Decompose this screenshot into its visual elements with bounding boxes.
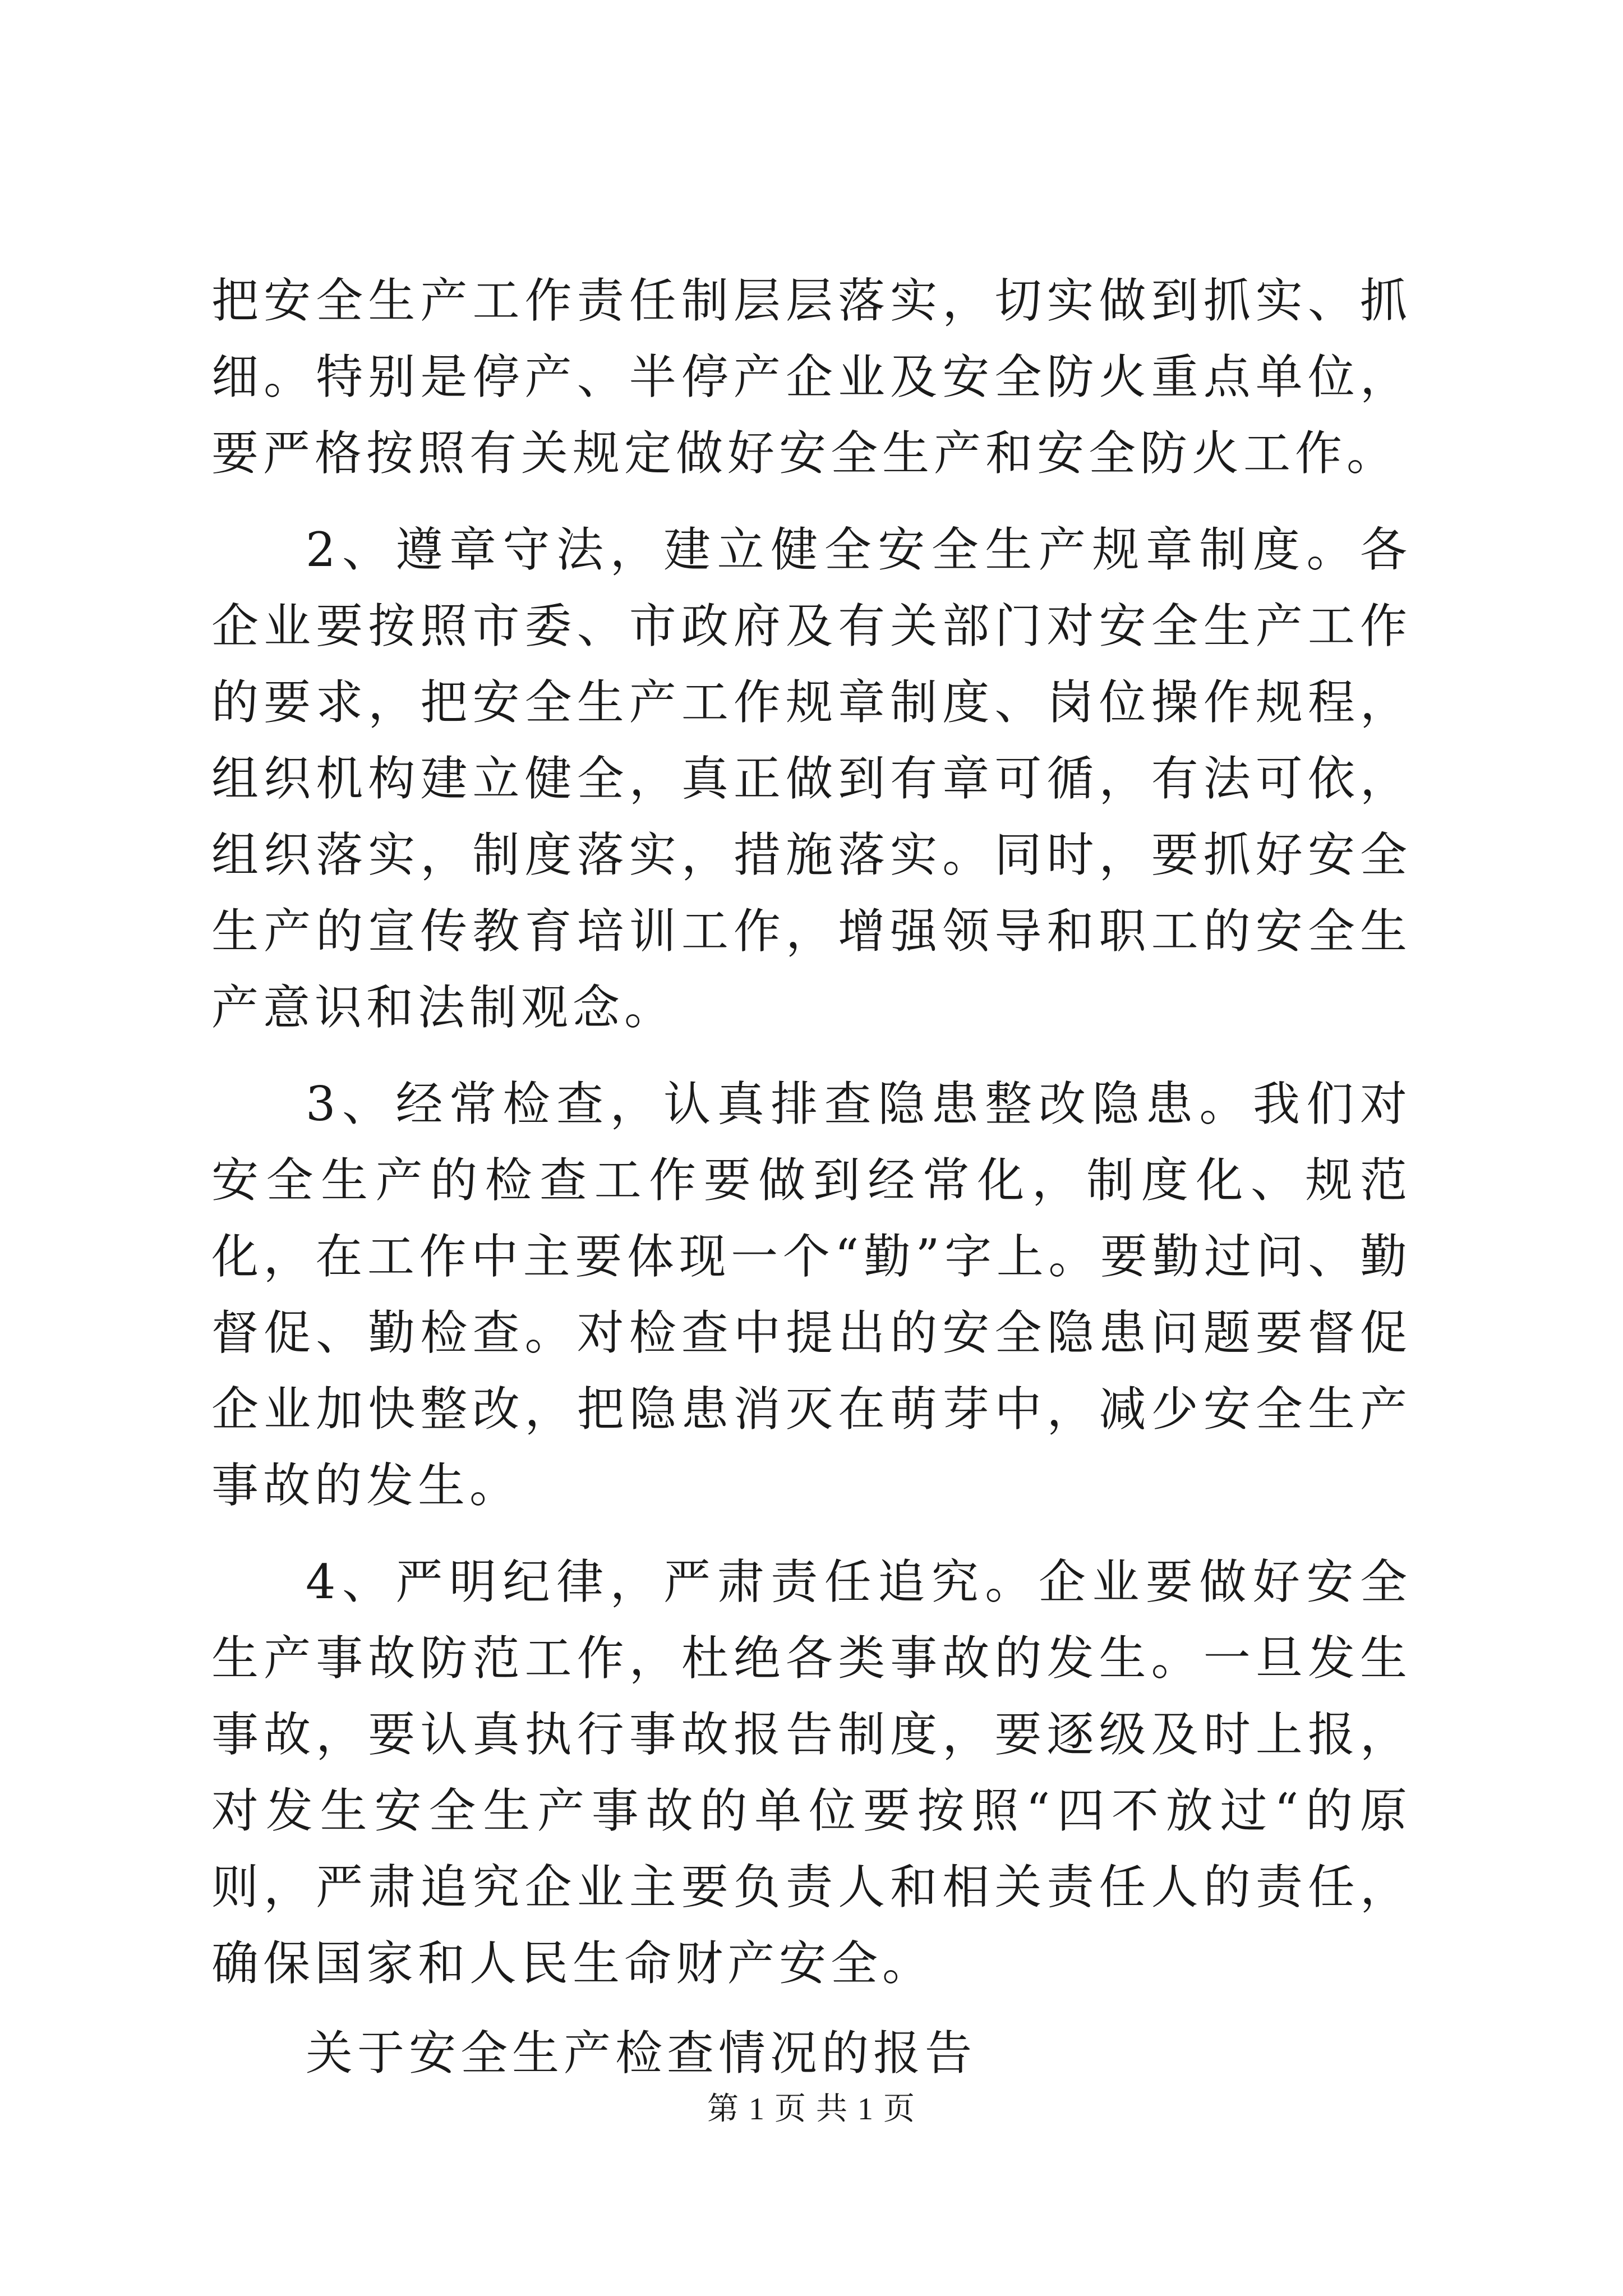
page-footer: 第 1 页 共 1 页 (707, 2092, 916, 2127)
document-body (211, 263, 1412, 2091)
paragraph-item-4: 4、严明纪律，严肃责任追究。企业要做好安全生产事故防范工作，杜绝各类事故的发生。一旦发生事故，要认真执行事故报告制度，要逐级及时上报，对发生安全生产事故的单位要按照“四不放过“的原则，严肃追究企业主要负责人和相关责任人的责任，确保国家和人民生命财产安全。 (211, 1554, 1412, 1991)
paragraph-item-2: 2、遵章守法，建立健全安全生产规章制度。各企业要按照市委、市政府及有关部门对安全生产工作的要求，把安全生产工作规章制度、岗位操作规程，组织机构建立健全，真正做到有章可循，有法可依，组织落实，制度落实，措施落实。同时，要抓好安全生产的宣传教育培训工作，增强领导和职工的安全生产意识和法制观念。 (211, 522, 1412, 1035)
paragraph-continuation: 把安全生产工作责任制层层落实，切实做到抓实、抓细。特别是停产、半停产企业及安全防火重点单位，要严格按照有关规定做好安全生产和安全防火工作。 (211, 273, 1412, 481)
paragraph-item-3: 3、经常检查，认真排查隐患整改隐患。我们对安全生产的检查工作要做到经常化，制度化、规范化，在工作中主要体现一个“勤”字上。要勤过问、勤督促、勤检查。对检查中提出的安全隐患问题要督促企业加快整改，把隐患消灭在萌芽中，减少安全生产事故的发生。 (211, 1076, 1412, 1513)
closing-title: 关于安全生产检查情况的报告 (306, 2026, 977, 2081)
